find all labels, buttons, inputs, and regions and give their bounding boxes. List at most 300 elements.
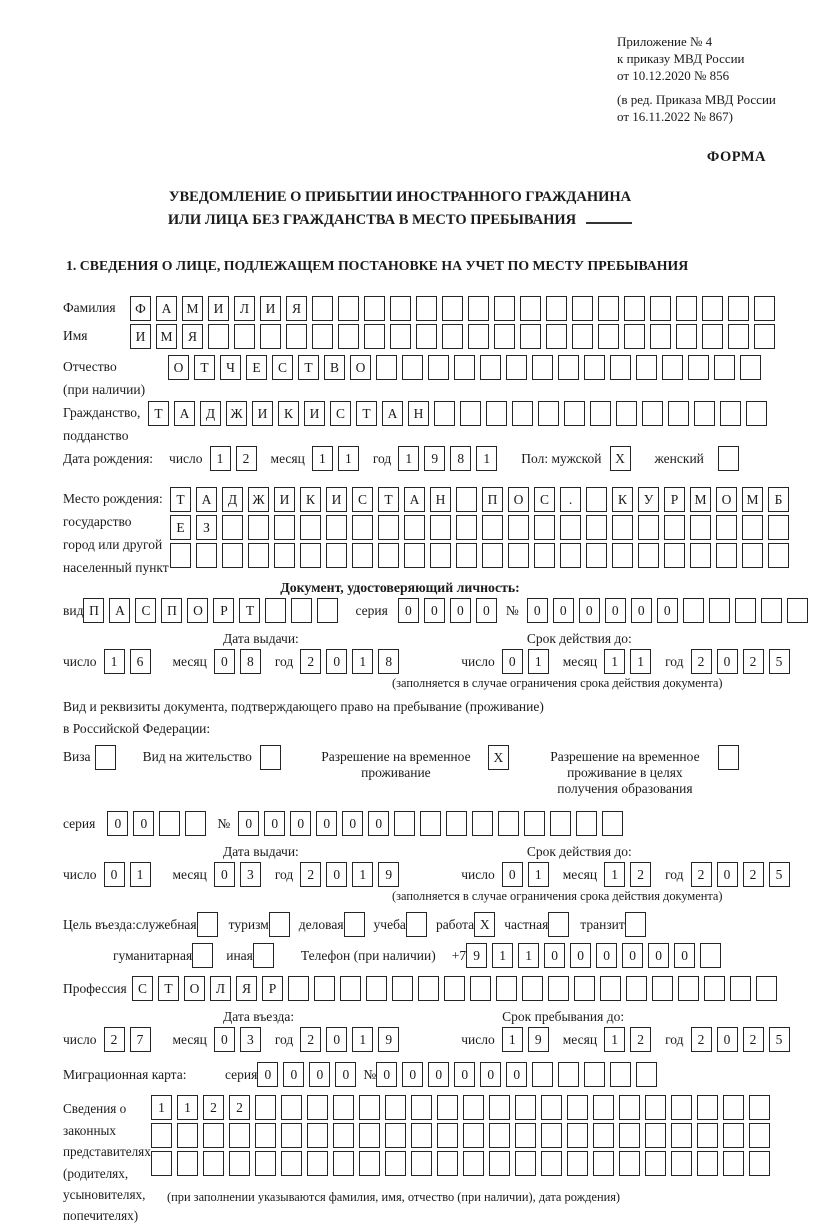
char-box[interactable]	[694, 401, 715, 426]
char-box[interactable]	[742, 515, 763, 540]
char-box[interactable]	[456, 487, 477, 512]
char-box[interactable]: С	[330, 401, 351, 426]
char-box[interactable]	[394, 811, 415, 836]
char-box[interactable]: Т	[298, 355, 319, 380]
char-box[interactable]	[506, 355, 527, 380]
char-box[interactable]: С	[534, 487, 555, 512]
char-box[interactable]	[584, 355, 605, 380]
char-box[interactable]	[402, 355, 423, 380]
char-box[interactable]	[716, 543, 737, 568]
char-box[interactable]: Т	[170, 487, 191, 512]
char-box[interactable]	[496, 976, 517, 1001]
char-box[interactable]	[567, 1123, 588, 1148]
char-box[interactable]	[723, 1151, 744, 1176]
char-box[interactable]: 1	[528, 649, 549, 674]
char-box[interactable]: X	[610, 446, 631, 471]
char-box[interactable]: 0	[454, 1062, 475, 1087]
char-box[interactable]: У	[638, 487, 659, 512]
char-box[interactable]: 0	[107, 811, 128, 836]
char-box[interactable]	[385, 1151, 406, 1176]
char-box[interactable]	[185, 811, 206, 836]
char-box[interactable]: И	[274, 487, 295, 512]
char-box[interactable]: 2	[630, 1027, 651, 1052]
char-box[interactable]	[364, 296, 385, 321]
char-box[interactable]	[333, 1095, 354, 1120]
char-box[interactable]	[574, 976, 595, 1001]
char-box[interactable]: 0	[424, 598, 445, 623]
char-box[interactable]	[624, 296, 645, 321]
char-box[interactable]	[754, 296, 775, 321]
char-box[interactable]: А	[382, 401, 403, 426]
char-box[interactable]: А	[404, 487, 425, 512]
char-box[interactable]	[248, 543, 269, 568]
char-box[interactable]	[470, 976, 491, 1001]
char-box[interactable]: 2	[691, 862, 712, 887]
char-box[interactable]: 0	[214, 649, 235, 674]
char-box[interactable]	[274, 515, 295, 540]
char-box[interactable]: 0	[283, 1062, 304, 1087]
char-box[interactable]: Р	[213, 598, 234, 623]
char-box[interactable]: 1	[352, 649, 373, 674]
char-box[interactable]	[482, 515, 503, 540]
char-box[interactable]	[359, 1151, 380, 1176]
char-box[interactable]: И	[326, 487, 347, 512]
char-box[interactable]: О	[168, 355, 189, 380]
char-box[interactable]	[255, 1123, 276, 1148]
purpose-tourism-checkbox[interactable]	[269, 912, 295, 937]
char-box[interactable]: 2	[743, 649, 764, 674]
char-box[interactable]: 0	[326, 649, 347, 674]
char-box[interactable]	[697, 1123, 718, 1148]
char-box[interactable]	[619, 1095, 640, 1120]
char-box[interactable]	[515, 1151, 536, 1176]
char-box[interactable]	[610, 1062, 631, 1087]
char-box[interactable]	[300, 515, 321, 540]
char-box[interactable]	[489, 1151, 510, 1176]
char-box[interactable]	[512, 401, 533, 426]
char-box[interactable]	[541, 1095, 562, 1120]
char-box[interactable]	[411, 1095, 432, 1120]
char-box[interactable]: 3	[240, 1027, 261, 1052]
char-box[interactable]: 2	[229, 1095, 250, 1120]
char-box[interactable]	[683, 598, 704, 623]
char-box[interactable]	[678, 976, 699, 1001]
char-box[interactable]: 0	[480, 1062, 501, 1087]
char-box[interactable]: Н	[430, 487, 451, 512]
char-box[interactable]: С	[272, 355, 293, 380]
char-box[interactable]: К	[612, 487, 633, 512]
char-box[interactable]	[572, 324, 593, 349]
char-box[interactable]: 1	[630, 649, 651, 674]
char-box[interactable]	[192, 943, 213, 968]
char-box[interactable]	[534, 543, 555, 568]
char-box[interactable]: 2	[203, 1095, 224, 1120]
char-box[interactable]	[642, 401, 663, 426]
char-box[interactable]: 0	[402, 1062, 423, 1087]
char-box[interactable]: 0	[579, 598, 600, 623]
char-box[interactable]	[281, 1151, 302, 1176]
residence-permit-checkbox[interactable]	[260, 745, 286, 770]
char-box[interactable]	[746, 401, 767, 426]
purpose-private-checkbox[interactable]	[548, 912, 574, 937]
char-box[interactable]: 0	[316, 811, 337, 836]
char-box[interactable]	[255, 1151, 276, 1176]
char-box[interactable]: 0	[605, 598, 626, 623]
char-box[interactable]: 8	[450, 446, 471, 471]
char-box[interactable]	[664, 543, 685, 568]
char-box[interactable]: 6	[130, 649, 151, 674]
char-box[interactable]	[590, 401, 611, 426]
char-box[interactable]	[560, 515, 581, 540]
sex-male-checkbox[interactable]	[610, 446, 639, 471]
char-box[interactable]: 0	[342, 811, 363, 836]
char-box[interactable]: 0	[257, 1062, 278, 1087]
char-box[interactable]: 1	[352, 862, 373, 887]
char-box[interactable]	[428, 355, 449, 380]
char-box[interactable]: 2	[691, 1027, 712, 1052]
char-box[interactable]	[312, 324, 333, 349]
char-box[interactable]	[636, 355, 657, 380]
char-box[interactable]	[515, 1095, 536, 1120]
char-box[interactable]: С	[352, 487, 373, 512]
char-box[interactable]: 0	[326, 862, 347, 887]
char-box[interactable]	[260, 324, 281, 349]
char-box[interactable]	[671, 1123, 692, 1148]
char-box[interactable]	[593, 1095, 614, 1120]
char-box[interactable]: Д	[222, 487, 243, 512]
char-box[interactable]	[281, 1123, 302, 1148]
char-box[interactable]	[749, 1095, 770, 1120]
char-box[interactable]: 0	[502, 649, 523, 674]
char-box[interactable]: 0	[544, 943, 565, 968]
char-box[interactable]: 0	[622, 943, 643, 968]
char-box[interactable]	[625, 912, 646, 937]
char-box[interactable]: 1	[151, 1095, 172, 1120]
sex-female-checkbox[interactable]	[718, 446, 747, 471]
char-box[interactable]: 0	[309, 1062, 330, 1087]
char-box[interactable]: 0	[290, 811, 311, 836]
char-box[interactable]	[688, 355, 709, 380]
char-box[interactable]: 0	[368, 811, 389, 836]
char-box[interactable]	[416, 324, 437, 349]
char-box[interactable]	[697, 1095, 718, 1120]
char-box[interactable]	[645, 1123, 666, 1148]
char-box[interactable]	[404, 515, 425, 540]
char-box[interactable]	[229, 1123, 250, 1148]
char-box[interactable]	[541, 1123, 562, 1148]
char-box[interactable]	[749, 1151, 770, 1176]
char-box[interactable]	[740, 355, 761, 380]
char-box[interactable]	[538, 401, 559, 426]
char-box[interactable]: П	[83, 598, 104, 623]
char-box[interactable]: Р	[664, 487, 685, 512]
char-box[interactable]	[460, 401, 481, 426]
char-box[interactable]: 1	[312, 446, 333, 471]
char-box[interactable]: М	[182, 296, 203, 321]
char-box[interactable]	[326, 543, 347, 568]
char-box[interactable]	[406, 912, 427, 937]
char-box[interactable]	[664, 515, 685, 540]
char-box[interactable]: 8	[378, 649, 399, 674]
char-box[interactable]: 3	[240, 862, 261, 887]
char-box[interactable]: 0	[527, 598, 548, 623]
char-box[interactable]	[281, 1095, 302, 1120]
char-box[interactable]	[610, 355, 631, 380]
char-box[interactable]	[690, 515, 711, 540]
char-box[interactable]	[567, 1151, 588, 1176]
char-box[interactable]: Я	[182, 324, 203, 349]
char-box[interactable]: Д	[200, 401, 221, 426]
char-box[interactable]	[494, 296, 515, 321]
char-box[interactable]	[690, 543, 711, 568]
char-box[interactable]	[274, 543, 295, 568]
char-box[interactable]: 9	[528, 1027, 549, 1052]
char-box[interactable]	[203, 1151, 224, 1176]
char-box[interactable]	[229, 1151, 250, 1176]
char-box[interactable]: Т	[158, 976, 179, 1001]
char-box[interactable]	[718, 446, 739, 471]
char-box[interactable]	[340, 976, 361, 1001]
char-box[interactable]: 0	[238, 811, 259, 836]
char-box[interactable]: Т	[194, 355, 215, 380]
char-box[interactable]: А	[156, 296, 177, 321]
char-box[interactable]	[645, 1095, 666, 1120]
char-box[interactable]	[454, 355, 475, 380]
char-box[interactable]	[787, 598, 808, 623]
char-box[interactable]: А	[196, 487, 217, 512]
char-box[interactable]	[548, 976, 569, 1001]
char-box[interactable]	[524, 811, 545, 836]
char-box[interactable]	[385, 1095, 406, 1120]
char-box[interactable]	[468, 324, 489, 349]
char-box[interactable]	[359, 1123, 380, 1148]
char-box[interactable]: О	[184, 976, 205, 1001]
char-box[interactable]: 1	[130, 862, 151, 887]
char-box[interactable]	[626, 976, 647, 1001]
char-box[interactable]	[723, 1095, 744, 1120]
char-box[interactable]	[532, 355, 553, 380]
char-box[interactable]: 1	[502, 1027, 523, 1052]
char-box[interactable]	[312, 296, 333, 321]
char-box[interactable]	[735, 598, 756, 623]
char-box[interactable]	[234, 324, 255, 349]
char-box[interactable]	[598, 324, 619, 349]
char-box[interactable]: И	[208, 296, 229, 321]
char-box[interactable]: 2	[630, 862, 651, 887]
char-box[interactable]	[720, 401, 741, 426]
char-box[interactable]	[307, 1095, 328, 1120]
char-box[interactable]	[437, 1123, 458, 1148]
char-box[interactable]	[564, 401, 585, 426]
char-box[interactable]	[716, 515, 737, 540]
char-box[interactable]: 0	[657, 598, 678, 623]
purpose-transit-checkbox[interactable]	[625, 912, 651, 937]
char-box[interactable]: 0	[335, 1062, 356, 1087]
char-box[interactable]	[269, 912, 290, 937]
char-box[interactable]: 9	[378, 1027, 399, 1052]
char-box[interactable]: Е	[170, 515, 191, 540]
char-box[interactable]	[730, 976, 751, 1001]
char-box[interactable]	[434, 401, 455, 426]
char-box[interactable]: 2	[743, 862, 764, 887]
char-box[interactable]: 0	[648, 943, 669, 968]
char-box[interactable]: М	[690, 487, 711, 512]
char-box[interactable]	[584, 1062, 605, 1087]
char-box[interactable]: 0	[717, 1027, 738, 1052]
char-box[interactable]: 0	[553, 598, 574, 623]
char-box[interactable]	[754, 324, 775, 349]
char-box[interactable]: 1	[528, 862, 549, 887]
char-box[interactable]	[650, 296, 671, 321]
char-box[interactable]	[749, 1123, 770, 1148]
char-box[interactable]: 1	[476, 446, 497, 471]
char-box[interactable]	[498, 811, 519, 836]
char-box[interactable]	[411, 1151, 432, 1176]
char-box[interactable]	[593, 1151, 614, 1176]
char-box[interactable]	[456, 515, 477, 540]
char-box[interactable]	[602, 811, 623, 836]
char-box[interactable]	[326, 515, 347, 540]
char-box[interactable]: О	[350, 355, 371, 380]
char-box[interactable]: С	[135, 598, 156, 623]
char-box[interactable]: 2	[300, 862, 321, 887]
char-box[interactable]: Т	[239, 598, 260, 623]
char-box[interactable]	[508, 515, 529, 540]
char-box[interactable]: 8	[240, 649, 261, 674]
char-box[interactable]	[550, 811, 571, 836]
char-box[interactable]	[463, 1123, 484, 1148]
char-box[interactable]	[742, 543, 763, 568]
char-box[interactable]	[768, 515, 789, 540]
char-box[interactable]: М	[156, 324, 177, 349]
char-box[interactable]	[430, 515, 451, 540]
char-box[interactable]: 2	[691, 649, 712, 674]
char-box[interactable]	[756, 976, 777, 1001]
char-box[interactable]: 2	[300, 1027, 321, 1052]
char-box[interactable]	[437, 1151, 458, 1176]
char-box[interactable]: X	[474, 912, 495, 937]
char-box[interactable]: 1	[210, 446, 231, 471]
char-box[interactable]	[714, 355, 735, 380]
char-box[interactable]	[489, 1095, 510, 1120]
char-box[interactable]: Л	[210, 976, 231, 1001]
char-box[interactable]	[468, 296, 489, 321]
char-box[interactable]	[359, 1095, 380, 1120]
char-box[interactable]: 0	[214, 862, 235, 887]
char-box[interactable]	[430, 543, 451, 568]
char-box[interactable]: Т	[356, 401, 377, 426]
char-box[interactable]: О	[716, 487, 737, 512]
char-box[interactable]: 7	[130, 1027, 151, 1052]
char-box[interactable]	[446, 811, 467, 836]
char-box[interactable]	[668, 401, 689, 426]
char-box[interactable]: 9	[466, 943, 487, 968]
char-box[interactable]	[546, 324, 567, 349]
char-box[interactable]: 5	[769, 862, 790, 887]
char-box[interactable]: 9	[424, 446, 445, 471]
char-box[interactable]: О	[508, 487, 529, 512]
char-box[interactable]: П	[161, 598, 182, 623]
char-box[interactable]	[662, 355, 683, 380]
char-box[interactable]	[300, 543, 321, 568]
char-box[interactable]	[709, 598, 730, 623]
char-box[interactable]: И	[304, 401, 325, 426]
char-box[interactable]	[576, 811, 597, 836]
char-box[interactable]	[442, 296, 463, 321]
char-box[interactable]	[307, 1151, 328, 1176]
char-box[interactable]	[572, 296, 593, 321]
char-box[interactable]: 0	[717, 862, 738, 887]
char-box[interactable]: Т	[378, 487, 399, 512]
char-box[interactable]: 5	[769, 649, 790, 674]
char-box[interactable]	[253, 943, 274, 968]
char-box[interactable]	[159, 811, 180, 836]
char-box[interactable]	[260, 745, 281, 770]
temp-residence-edu-checkbox[interactable]	[718, 745, 744, 770]
char-box[interactable]: 2	[743, 1027, 764, 1052]
char-box[interactable]	[560, 543, 581, 568]
temp-residence-checkbox[interactable]	[488, 745, 514, 770]
char-box[interactable]	[288, 976, 309, 1001]
char-box[interactable]: Ф	[130, 296, 151, 321]
char-box[interactable]: Р	[262, 976, 283, 1001]
char-box[interactable]	[508, 543, 529, 568]
char-box[interactable]: И	[252, 401, 273, 426]
char-box[interactable]: 0	[214, 1027, 235, 1052]
char-box[interactable]: 0	[398, 598, 419, 623]
char-box[interactable]	[364, 324, 385, 349]
char-box[interactable]: З	[196, 515, 217, 540]
char-box[interactable]: А	[174, 401, 195, 426]
char-box[interactable]	[522, 976, 543, 1001]
char-box[interactable]	[567, 1095, 588, 1120]
char-box[interactable]: И	[130, 324, 151, 349]
char-box[interactable]	[593, 1123, 614, 1148]
char-box[interactable]: 0	[428, 1062, 449, 1087]
char-box[interactable]	[197, 912, 218, 937]
char-box[interactable]: Н	[408, 401, 429, 426]
char-box[interactable]: 0	[631, 598, 652, 623]
char-box[interactable]	[671, 1095, 692, 1120]
char-box[interactable]	[486, 401, 507, 426]
char-box[interactable]	[718, 745, 739, 770]
char-box[interactable]	[442, 324, 463, 349]
char-box[interactable]	[586, 543, 607, 568]
char-box[interactable]: .	[560, 487, 581, 512]
char-box[interactable]	[616, 401, 637, 426]
char-box[interactable]	[520, 324, 541, 349]
char-box[interactable]	[768, 543, 789, 568]
char-box[interactable]	[761, 598, 782, 623]
char-box[interactable]	[586, 515, 607, 540]
char-box[interactable]	[456, 543, 477, 568]
char-box[interactable]	[338, 296, 359, 321]
char-box[interactable]	[480, 355, 501, 380]
char-box[interactable]	[170, 543, 191, 568]
char-box[interactable]: Л	[234, 296, 255, 321]
purpose-other-checkbox[interactable]	[253, 943, 279, 968]
char-box[interactable]	[558, 355, 579, 380]
char-box[interactable]: 0	[133, 811, 154, 836]
char-box[interactable]	[196, 543, 217, 568]
char-box[interactable]	[638, 515, 659, 540]
char-box[interactable]: Ж	[248, 487, 269, 512]
char-box[interactable]	[619, 1123, 640, 1148]
char-box[interactable]: 1	[492, 943, 513, 968]
char-box[interactable]	[489, 1123, 510, 1148]
char-box[interactable]	[151, 1151, 172, 1176]
char-box[interactable]: 0	[506, 1062, 527, 1087]
